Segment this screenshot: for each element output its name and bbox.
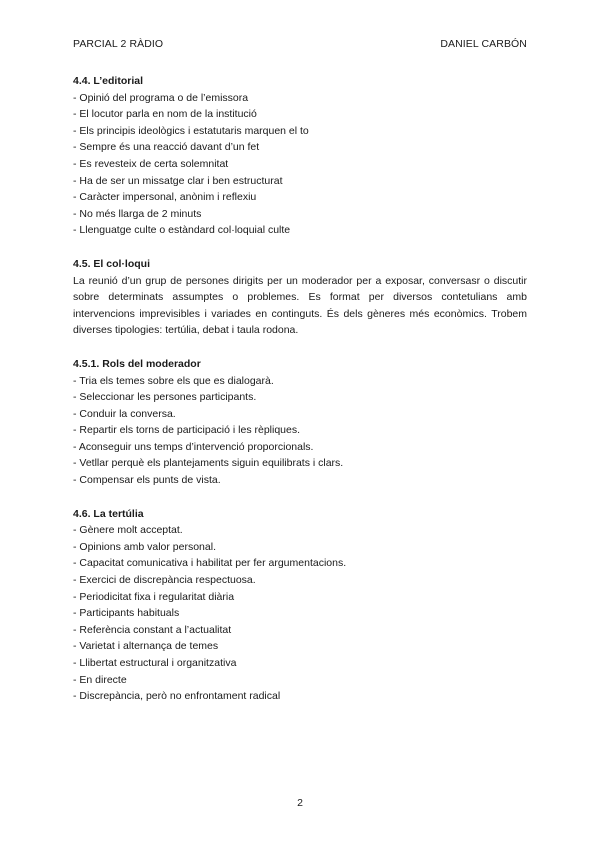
list-item: - Llibertat estructural i organitzativa [73, 657, 237, 669]
section-tertulia [73, 506, 527, 705]
list-item: - Varietat i alternança de temes [73, 640, 219, 653]
list-item: - Vetllar perquè els plantejaments siguin equilibrats i clars. [73, 457, 344, 470]
section-paragraph: La reunió d’un grup de persones dirigits per un moderador per a exposar, conversasr o discutir sobre determinats assumptes o problemes. Es format per diversos contetulians amb intervencions imprevisibles i variades en continguts. És dels gèneres més econòmics. Trobem diverses tipologies: tertúlia, debat i taula rodona. [73, 274, 527, 337]
list-item: - En directe [73, 673, 127, 686]
list-item: - Repartir els torns de participació i les rèpliques. [73, 424, 301, 437]
header-right: DANIEL CARBÓN [440, 38, 527, 50]
page-number: 2 [297, 797, 303, 809]
list-item: - Compensar els punts de vista. [73, 474, 221, 487]
list-item: - Participants habituals [73, 607, 180, 620]
section-rols-moderador [73, 356, 527, 489]
list-item: - Conduir la conversa. [73, 407, 176, 420]
list-item: - Llenguatge culte o estàndard col·loquial culte [73, 224, 291, 237]
list-item: - Capacitat comunicativa i habilitat per fer argumentacions. [73, 557, 347, 570]
list-item: - Els principis ideològics i estatutaris marquen el to [73, 124, 309, 137]
list-item: - Periodicitat fixa i regularitat diària [73, 590, 235, 603]
list-item: - Ha de ser un missatge clar i ben estructurat [73, 174, 283, 187]
list-item: - No més llarga de 2 minuts [73, 207, 202, 220]
document-body [73, 73, 527, 722]
list-item: - Tria els temes sobre els que es dialogarà. [73, 374, 274, 387]
list-item: - Exercici de discrepància respectuosa. [73, 574, 256, 587]
section-heading: 4.6. La tertúlia [73, 507, 144, 520]
section-editorial [73, 73, 527, 239]
section-colloqui [73, 256, 527, 339]
list-item: - El locutor parla en nom de la institució [73, 108, 257, 121]
section-heading: 4.5. El col·loqui [73, 257, 151, 270]
list-item: - Aconseguir uns temps d’intervenció proporcionals. [73, 440, 314, 453]
header-left: PARCIAL 2 RÀDIO [73, 38, 164, 50]
list-item: - Sempre és una reacció davant d’un fet [73, 141, 260, 154]
list-item: - Referència constant a l’actualitat [73, 623, 232, 636]
list-item: - Es revesteix de certa solemnitat [73, 157, 229, 170]
section-heading: 4.4. L’editorial [73, 75, 144, 87]
list-item: - Opinió del programa o de l’emissora [73, 91, 249, 104]
list-item: - Gènere molt acceptat. [73, 524, 183, 537]
list-item: - Seleccionar les persones participants. [73, 391, 257, 404]
list-item: - Caràcter impersonal, anònim i reflexiu [73, 191, 257, 204]
list-item: - Discrepància, però no enfrontament radical [73, 690, 281, 703]
section-heading: 4.5.1. Rols del moderador [73, 357, 201, 370]
list-item: - Opinions amb valor personal. [73, 540, 216, 553]
